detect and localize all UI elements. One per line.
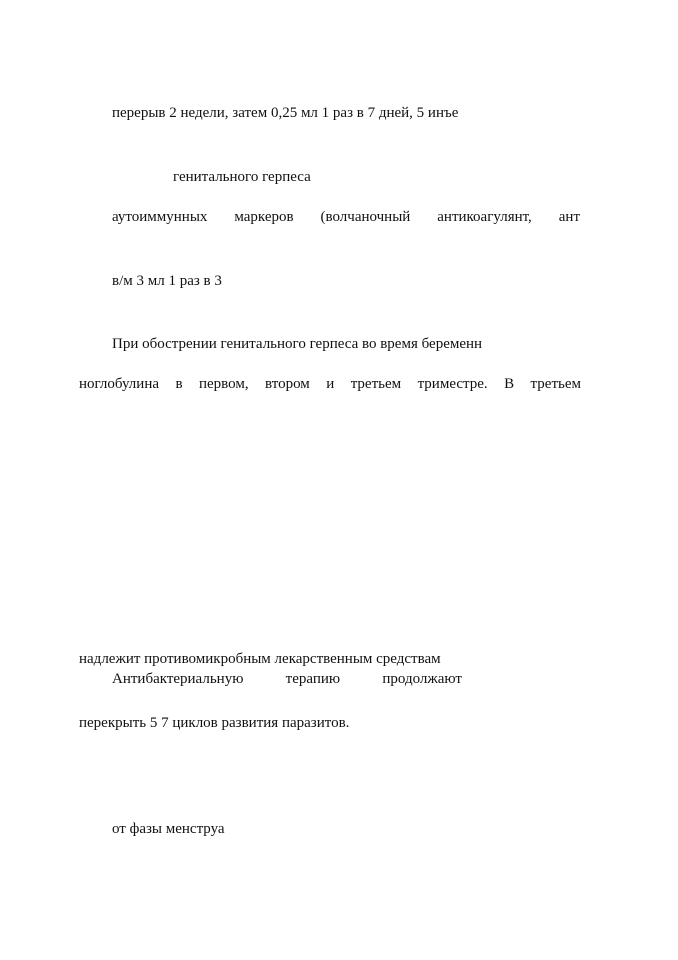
text-line-4: в/м 3 мл 1 раз в 3 [112, 273, 222, 289]
text-line-5: При обострении генитального герпеса во время беременн [112, 336, 483, 352]
text-line-2: генитального герпеса [173, 169, 311, 185]
text-line-1: перерыв 2 недели, затем 0,25 мл 1 раз в 7 дней, 5 инъе [112, 105, 459, 121]
text-line-9: перекрыть 5 7 циклов развития паразитов. [79, 715, 350, 731]
text-line-3: аутоиммунных маркеров (волчаночный антикоагулянт, ант [112, 209, 580, 225]
text-line-10: от фазы менструа [112, 821, 225, 837]
text-line-7: надлежит противомикробным лекарственным средствам [79, 651, 441, 667]
text-line-8: Антибактериальную терапию продолжают [112, 671, 462, 687]
text-line-6: ноглобулина в первом, втором и третьем триместре. В третьем [79, 376, 581, 392]
